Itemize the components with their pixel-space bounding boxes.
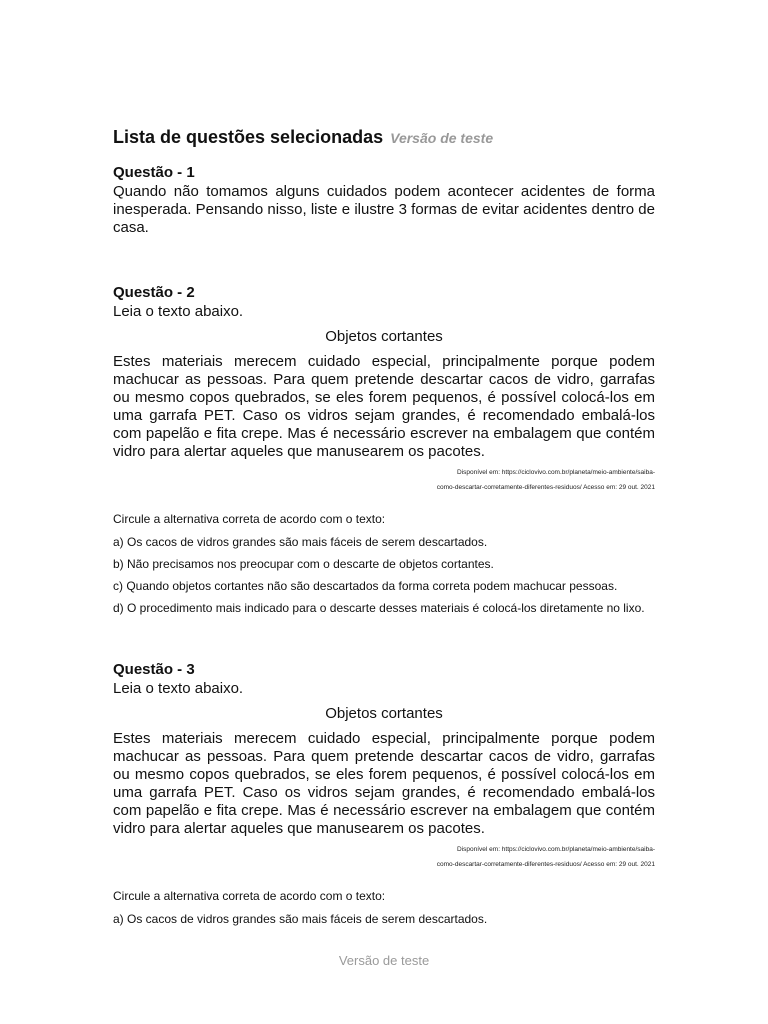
document-subtitle: Versão de teste <box>390 130 494 146</box>
question-2-label: Questão - 2 <box>113 284 195 301</box>
question-2-option-a: a) Os cacos de vidros grandes são mais fáceis de serem descartados. <box>113 535 488 549</box>
question-1-text: Quando não tomamos alguns cuidados podem acontecer acidentes de forma inesperada. Pensando nisso, liste e ilustre 3 formas de evitar acidentes dentro de casa. <box>113 183 655 236</box>
question-3-source-line-2: como-descartar-corretamente-diferentes-residuos/ Acesso em: 29 out. 2021 <box>436 861 655 868</box>
question-3-intro: Leia o texto abaixo. <box>113 680 244 697</box>
question-2-intro: Leia o texto abaixo. <box>113 303 244 320</box>
question-2-passage: Estes materiais merecem cuidado especial, principalmente porque podem machucar as pessoas. Para quem pretende descartar cacos de vidro, garrafas ou mesmo copos quebrados, se eles forem pequenos, é possível colocá-los em uma garrafa PET. Caso os vidros sejam grandes, é recomendado embalá-los com papelão e fita crepe. Mas é necessário escrever na embalagem que contém vidro para alertar aqueles que manusearem os pacotes. <box>113 353 655 460</box>
document-title-text: Lista de questões selecionadas <box>113 127 384 147</box>
question-2-instruction: Circule a alternativa correta de acordo com o texto: <box>113 512 386 526</box>
question-3-option-a: a) Os cacos de vidros grandes são mais fáceis de serem descartados. <box>113 912 488 926</box>
question-2-source-line-1: Disponível em: https://ciclovivo.com.br/planeta/meio-ambiente/saiba- <box>457 469 655 476</box>
question-1-label: Questão - 1 <box>113 164 195 181</box>
question-3-label: Questão - 3 <box>113 661 195 678</box>
question-2-passage-title: Objetos cortantes <box>325 328 443 345</box>
question-2-option-d: d) O procedimento mais indicado para o descarte desses materiais é colocá-los diretamente no lixo. <box>113 601 645 615</box>
question-3-source-line-1: Disponível em: https://ciclovivo.com.br/planeta/meio-ambiente/saiba- <box>457 846 655 853</box>
question-3-source <box>113 842 655 872</box>
question-3 <box>113 660 655 926</box>
document-title <box>113 124 655 151</box>
question-3-instruction: Circule a alternativa correta de acordo com o texto: <box>113 889 386 903</box>
question-3-passage: Estes materiais merecem cuidado especial, principalmente porque podem machucar as pessoas. Para quem pretende descartar cacos de vidro, garrafas ou mesmo copos quebrados, se eles forem pequenos, é possível colocá-los em uma garrafa PET. Caso os vidros sejam grandes, é recomendado embalá-los com papelão e fita crepe. Mas é necessário escrever na embalagem que contém vidro para alertar aqueles que manusearem os pacotes. <box>113 730 655 837</box>
question-2-option-c: c) Quando objetos cortantes não são descartados da forma correta podem machucar pessoas. <box>113 579 618 593</box>
question-1 <box>113 163 655 237</box>
question-2-source <box>113 465 655 495</box>
question-2 <box>113 283 655 615</box>
question-2-source-line-2: como-descartar-corretamente-diferentes-residuos/ Acesso em: 29 out. 2021 <box>436 484 655 491</box>
footer-watermark: Versão de teste <box>338 953 430 968</box>
document-page <box>113 124 655 926</box>
question-2-option-b: b) Não precisamos nos preocupar com o descarte de objetos cortantes. <box>113 557 494 571</box>
question-3-passage-title: Objetos cortantes <box>325 705 443 722</box>
